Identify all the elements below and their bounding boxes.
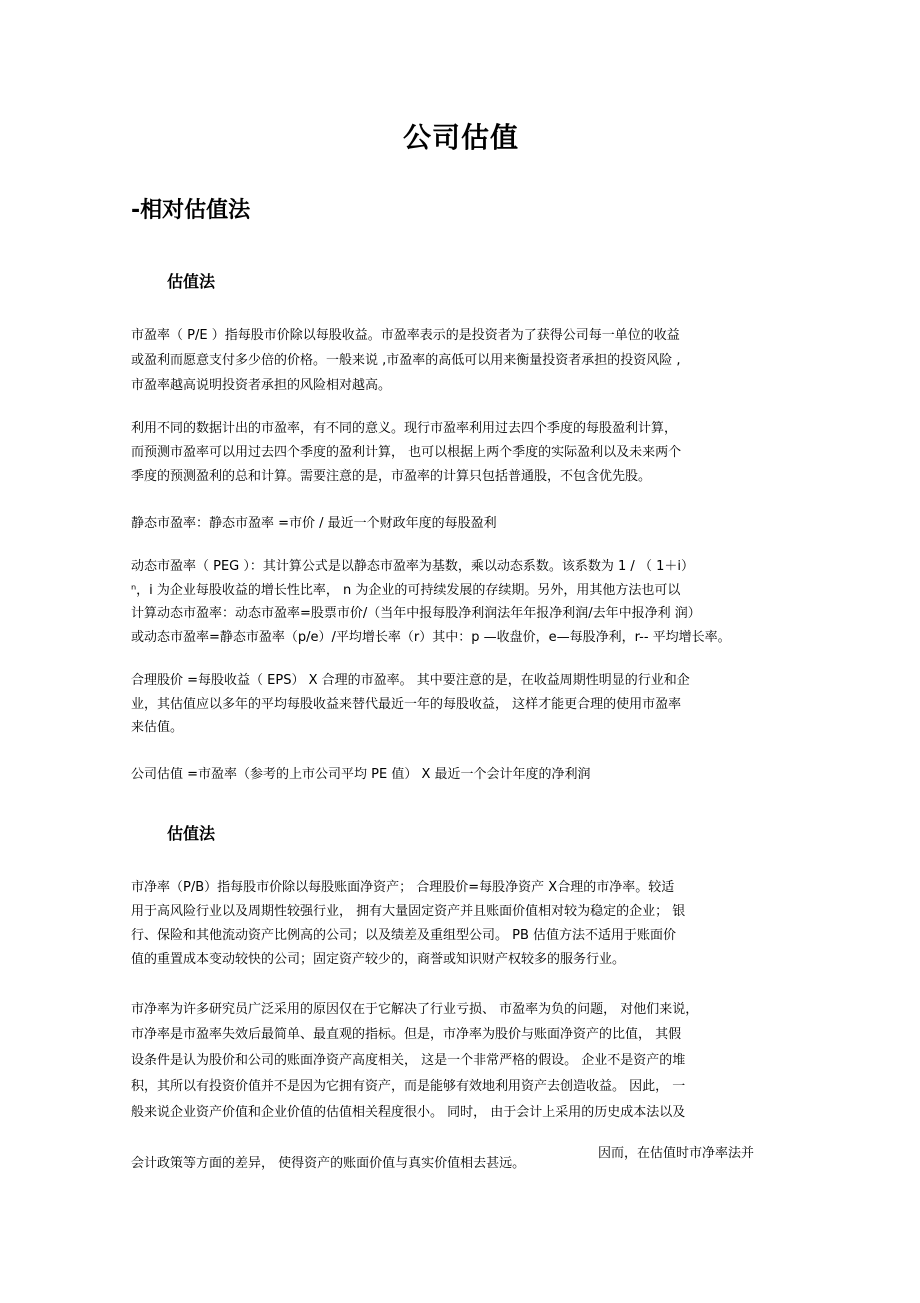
pe-p4-line-2: ⁿ，i 为企业每股收益的增长性比率， n 为企业的可持续发展的存续期。另外，用其他方法也可以: [131, 583, 681, 598]
pb-p1-line-2: 用于高风险行业以及周期性较强行业， 拥有大量固定资产并且账面价值相对较为稳定的企业； 银: [131, 904, 686, 919]
pe-p1-line-3: 市盈率越高说明投资者承担的风险相对越高。: [131, 378, 392, 393]
pe-p1-line-2: 或盈利而愿意支付多少倍的价格。一般来说 ,市盈率的高低可以用来衡量投资者承担的投资风险 ,: [131, 353, 681, 368]
pe-p2-line-1: 利用不同的数据计出的市盈率，有不同的意义。现行市盈率利用过去四个季度的每股盈利计算，: [131, 421, 678, 436]
pb-p1-line-1: 市净率（P/B）指每股市价除以每股账面净资产； 合理股价=每股净资产 X合理的市净率。较适: [131, 880, 675, 895]
page-title: 公司估值: [403, 121, 520, 154]
pe-p1-line-1: 市盈率（ P/E ）指每股市价除以每股收益。市盈率表示的是投资者为了获得公司每一单位的收益: [131, 328, 680, 343]
pe-p4-line-4: 或动态市盈率=静态市盈率（p/e）/平均增长率（r）其中：p —收盘价，e—每股净利，r-- 平均增长率。: [131, 630, 731, 645]
pe-p4-line-1: 动态市盈率（ PEG ）：其计算公式是以静态市盈率为基数，乘以动态系数。该系数为 1 / （ 1＋i）: [131, 559, 694, 574]
pb-subsection-heading: 估值法: [167, 824, 216, 843]
pe-p5-line-3: 来估值。: [131, 720, 184, 735]
pe-p2-line-2: 而预测市盈率可以用过去四个季度的盈利计算， 也可以根据上两个季度的实际盈利以及未来两个: [131, 445, 682, 460]
pb-p1-line-3: 行、保险和其他流动资产比例高的公司；以及绩差及重组型公司。 PB 估值方法不适用于账面价: [131, 928, 677, 943]
pb-p2-line-1: 市净率为许多研究员广泛采用的原因仅在于它解决了行业亏损、 市盈率为负的问题， 对他们来说，: [131, 1002, 699, 1017]
pb-p2-line-5: 般来说企业资产价值和企业价值的估值相关程度很小。 同时， 由于会计上采用的历史成本法以及: [131, 1105, 686, 1120]
pe-p4-line-3: 计算动态市盈率：动态市盈率=股票市价/（当年中报每股净利润法年年报净利润/去年中报净利 润）: [131, 606, 701, 621]
pb-p3-tail: 因而，在估值时市净率法并: [598, 1146, 755, 1161]
pe-company-valuation-formula: 公司估值 =市盈率（参考的上市公司平均 PE 值） X 最近一个会计年度的净利润: [131, 767, 591, 782]
pb-p2-line-3: 设条件是认为股价和公司的账面净资产高度相关， 这是一个非常严格的假设。 企业不是资产的堆: [131, 1053, 686, 1068]
pe-subsection-heading: 估值法: [167, 272, 216, 291]
pe-p2-line-3: 季度的预测盈利的总和计算。需要注意的是，市盈率的计算只包括普通股，不包含优先股。: [131, 469, 652, 484]
pb-p2-line-2: 市净率是市盈率失效后最简单、最直观的指标。但是，市净率为股价与账面净资产的比值， 其假: [131, 1027, 682, 1042]
pe-p5-line-1: 合理股价 =每股收益（ EPS） X 合理的市盈率。 其中要注意的是，在收益周期性明显的行业和企: [131, 673, 690, 688]
pb-p3-line-1: 会计政策等方面的差异， 使得资产的账面价值与真实价值相去甚远。: [131, 1156, 526, 1171]
pe-static-formula: 静态市盈率：静态市盈率 =市价 / 最近一个财政年度的每股盈利: [131, 516, 497, 531]
section-title: -相对估值法: [131, 198, 251, 223]
pb-p2-line-4: 积，其所以有投资价值并不是因为它拥有资产，而是能够有效地利用资产去创造收益。 因此， 一: [131, 1079, 686, 1094]
pe-p5-line-2: 业，其估值应以多年的平均每股收益来替代最近一年的每股收益， 这样才能更合理的使用市盈率: [131, 697, 682, 712]
pb-p1-line-4: 值的重置成本变动较快的公司；固定资产较少的，商誉或知识财产权较多的服务行业。: [131, 952, 626, 967]
